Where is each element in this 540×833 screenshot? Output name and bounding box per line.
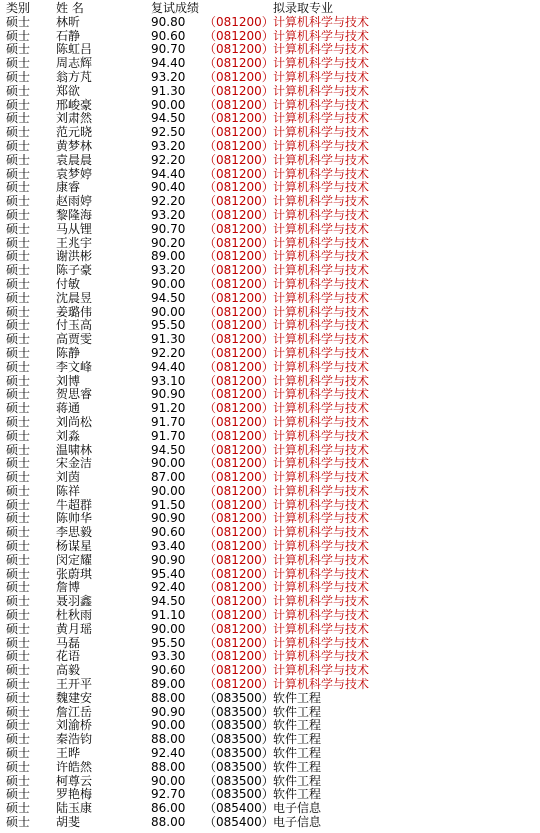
cell-type: 硕士 [6,456,31,471]
cell-type: 硕士 [6,608,31,623]
cell-name: 黄月瑶 [56,621,93,636]
cell-score: 90.40 [151,180,186,195]
cell-code: （083500） [204,759,274,774]
cell-code: （081200） [204,635,274,650]
cell-type: 硕士 [6,566,31,581]
cell-name: 高贾雯 [56,332,93,347]
cell-name: 詹江岳 [56,704,93,719]
cell-name: 陈静 [56,345,81,360]
cell-name: 付玉高 [56,318,93,333]
cell-code: （081200） [204,276,274,291]
cell-score: 91.30 [151,332,186,347]
cell-name: 石静 [56,28,81,43]
cell-code: （081200） [204,14,274,29]
cell-major: 软件工程 [273,773,322,788]
cell-name: 魏建安 [56,690,93,705]
cell-code: （081200） [204,138,274,153]
cell-major: 计算机科学与技术 [273,580,370,595]
header-name: 姓 名 [56,1,84,15]
cell-major: 计算机科学与技术 [273,194,370,209]
cell-score: 88.00 [151,759,186,774]
cell-name: 胡斐 [56,815,81,830]
cell-score: 90.60 [151,525,186,540]
cell-major: 计算机科学与技术 [273,387,370,402]
cell-score: 93.30 [151,649,186,664]
cell-type: 硕士 [6,42,31,57]
cell-name: 谢洪彬 [56,249,93,264]
cell-major: 软件工程 [273,746,322,761]
cell-score: 90.60 [151,663,186,678]
cell-major: 计算机科学与技术 [273,456,370,471]
cell-type: 硕士 [6,580,31,595]
cell-major: 计算机科学与技术 [273,566,370,581]
cell-code: （081200） [204,42,274,57]
cell-major: 计算机科学与技术 [273,649,370,664]
cell-code: （081200） [204,525,274,540]
cell-code: （081200） [204,552,274,567]
cell-type: 硕士 [6,290,31,305]
cell-score: 90.00 [151,483,186,498]
cell-code: （081200） [204,56,274,71]
cell-code: （081200） [204,83,274,98]
header-major: 拟录取专业 [273,1,334,15]
cell-major: 计算机科学与技术 [273,608,370,623]
cell-score: 90.70 [151,42,186,57]
cell-code: （081200） [204,373,274,388]
cell-score: 90.00 [151,456,186,471]
cell-code: （081200） [204,166,274,181]
cell-name: 温啸林 [56,442,93,457]
cell-score: 93.40 [151,539,186,554]
cell-type: 硕士 [6,635,31,650]
cell-type: 硕士 [6,649,31,664]
cell-name: 黄梦林 [56,138,93,153]
cell-name: 贺思睿 [56,387,93,402]
cell-score: 92.40 [151,580,186,595]
cell-name: 陈帅华 [56,511,93,526]
cell-score: 90.90 [151,552,186,567]
cell-major: 计算机科学与技术 [273,28,370,43]
cell-major: 计算机科学与技术 [273,635,370,650]
cell-name: 张蔚琪 [56,566,93,581]
cell-code: （081200） [204,414,274,429]
cell-code: （081200） [204,511,274,526]
cell-major: 软件工程 [273,704,322,719]
cell-type: 硕士 [6,414,31,429]
cell-code: （081200） [204,97,274,112]
cell-name: 林昕 [56,14,81,29]
cell-major: 计算机科学与技术 [273,414,370,429]
cell-major: 计算机科学与技术 [273,138,370,153]
cell-score: 90.00 [151,621,186,636]
cell-major: 计算机科学与技术 [273,470,370,485]
cell-code: （083500） [204,732,274,747]
cell-code: （081200） [204,345,274,360]
cell-type: 硕士 [6,304,31,319]
cell-score: 95.50 [151,318,186,333]
cell-type: 硕士 [6,28,31,43]
cell-score: 93.10 [151,373,186,388]
cell-name: 康睿 [56,180,81,195]
cell-major: 计算机科学与技术 [273,235,370,250]
cell-score: 92.40 [151,746,186,761]
cell-score: 92.20 [151,345,186,360]
cell-code: （081200） [204,207,274,222]
cell-type: 硕士 [6,138,31,153]
cell-code: （081200） [204,566,274,581]
cell-major: 计算机科学与技术 [273,483,370,498]
header-type: 类别 [6,1,31,15]
cell-name: 陆玉康 [56,801,93,816]
cell-major: 计算机科学与技术 [273,428,370,443]
cell-code: （081200） [204,539,274,554]
cell-type: 硕士 [6,387,31,402]
cell-type: 硕士 [6,732,31,747]
cell-score: 88.00 [151,815,186,830]
cell-major: 计算机科学与技术 [273,276,370,291]
cell-score: 90.00 [151,718,186,733]
cell-score: 88.00 [151,732,186,747]
cell-name: 陈祥 [56,483,81,498]
cell-score: 90.90 [151,704,186,719]
cell-score: 91.50 [151,497,186,512]
cell-major: 计算机科学与技术 [273,304,370,319]
cell-type: 硕士 [6,497,31,512]
cell-major: 计算机科学与技术 [273,594,370,609]
cell-code: （081200） [204,428,274,443]
cell-score: 92.50 [151,125,186,140]
cell-major: 计算机科学与技术 [273,511,370,526]
cell-type: 硕士 [6,483,31,498]
cell-type: 硕士 [6,787,31,802]
cell-name: 姜璐伟 [56,304,93,319]
cell-name: 詹博 [56,580,81,595]
cell-code: （083500） [204,704,274,719]
cell-type: 硕士 [6,801,31,816]
cell-type: 硕士 [6,428,31,443]
cell-major: 软件工程 [273,732,322,747]
cell-type: 硕士 [6,263,31,278]
cell-name: 黎隆海 [56,207,93,222]
cell-score: 94.50 [151,442,186,457]
cell-major: 计算机科学与技术 [273,207,370,222]
cell-name: 刘肃然 [56,111,93,126]
cell-major: 计算机科学与技术 [273,56,370,71]
cell-name: 牛超群 [56,497,93,512]
cell-name: 马从锂 [56,221,93,236]
cell-score: 94.50 [151,594,186,609]
cell-score: 92.20 [151,152,186,167]
cell-code: （081200） [204,235,274,250]
cell-score: 91.70 [151,428,186,443]
cell-code: （085400） [204,815,274,830]
cell-name: 周志辉 [56,56,93,71]
cell-type: 硕士 [6,97,31,112]
cell-major: 软件工程 [273,690,322,705]
cell-major: 电子信息 [273,801,322,816]
cell-code: （081200） [204,483,274,498]
cell-type: 硕士 [6,125,31,140]
cell-major: 软件工程 [273,718,322,733]
cell-name: 刘茵 [56,470,81,485]
cell-score: 90.20 [151,235,186,250]
cell-type: 硕士 [6,69,31,84]
cell-score: 90.00 [151,276,186,291]
cell-major: 计算机科学与技术 [273,359,370,374]
cell-name: 高毅 [56,663,81,678]
cell-major: 计算机科学与技术 [273,677,370,692]
cell-major: 计算机科学与技术 [273,97,370,112]
cell-name: 罗艳梅 [56,787,93,802]
cell-type: 硕士 [6,14,31,29]
cell-name: 沈晨昱 [56,290,93,305]
cell-score: 92.20 [151,194,186,209]
cell-name: 闵定耀 [56,552,93,567]
cell-name: 杨谋星 [56,539,93,554]
header-score: 复试成绩 [151,1,200,15]
cell-score: 94.50 [151,290,186,305]
cell-score: 90.00 [151,97,186,112]
cell-type: 硕士 [6,815,31,830]
cell-code: （083500） [204,718,274,733]
cell-name: 刘渝桥 [56,718,93,733]
cell-score: 90.70 [151,221,186,236]
cell-name: 马磊 [56,635,81,650]
cell-score: 93.20 [151,263,186,278]
cell-code: （081200） [204,401,274,416]
cell-type: 硕士 [6,677,31,692]
cell-type: 硕士 [6,746,31,761]
cell-type: 硕士 [6,235,31,250]
cell-code: （081200） [204,304,274,319]
cell-major: 计算机科学与技术 [273,83,370,98]
cell-type: 硕士 [6,690,31,705]
cell-type: 硕士 [6,663,31,678]
cell-type: 硕士 [6,704,31,719]
cell-type: 硕士 [6,83,31,98]
cell-score: 87.00 [151,470,186,485]
cell-score: 89.00 [151,677,186,692]
cell-code: （081200） [204,69,274,84]
cell-score: 94.40 [151,56,186,71]
cell-code: （081200） [204,456,274,471]
cell-code: （083500） [204,787,274,802]
cell-name: 范元晓 [56,125,93,140]
cell-name: 刘淼 [56,428,81,443]
cell-score: 90.80 [151,14,186,29]
cell-code: （081200） [204,470,274,485]
cell-type: 硕士 [6,194,31,209]
cell-name: 杜秋雨 [56,608,93,623]
cell-type: 硕士 [6,718,31,733]
cell-type: 硕士 [6,166,31,181]
cell-code: （085400） [204,801,274,816]
cell-code: （081200） [204,594,274,609]
cell-score: 91.70 [151,414,186,429]
cell-name: 邢峻豪 [56,97,93,112]
cell-name: 付敏 [56,276,81,291]
cell-type: 硕士 [6,207,31,222]
cell-major: 计算机科学与技术 [273,180,370,195]
cell-code: （081200） [204,580,274,595]
cell-major: 计算机科学与技术 [273,152,370,167]
cell-type: 硕士 [6,318,31,333]
cell-name: 王兆宇 [56,235,93,250]
cell-score: 91.30 [151,83,186,98]
cell-major: 计算机科学与技术 [273,249,370,264]
cell-name: 刘尚松 [56,414,93,429]
cell-name: 秦浩钧 [56,732,93,747]
cell-type: 硕士 [6,111,31,126]
cell-major: 计算机科学与技术 [273,442,370,457]
cell-code: （081200） [204,608,274,623]
cell-major: 计算机科学与技术 [273,318,370,333]
cell-major: 计算机科学与技术 [273,69,370,84]
cell-code: （081200） [204,111,274,126]
cell-type: 硕士 [6,552,31,567]
cell-name: 李思毅 [56,525,93,540]
cell-code: （081200） [204,677,274,692]
cell-score: 90.00 [151,773,186,788]
cell-type: 硕士 [6,470,31,485]
cell-major: 计算机科学与技术 [273,290,370,305]
cell-code: （081200） [204,263,274,278]
cell-score: 91.10 [151,608,186,623]
cell-type: 硕士 [6,56,31,71]
cell-score: 94.40 [151,166,186,181]
cell-type: 硕士 [6,539,31,554]
cell-major: 计算机科学与技术 [273,401,370,416]
cell-code: （081200） [204,387,274,402]
cell-name: 翁方芃 [56,69,93,84]
cell-score: 92.70 [151,787,186,802]
cell-score: 94.40 [151,359,186,374]
cell-score: 90.90 [151,387,186,402]
cell-major: 计算机科学与技术 [273,539,370,554]
cell-type: 硕士 [6,401,31,416]
cell-major: 计算机科学与技术 [273,621,370,636]
cell-major: 软件工程 [273,787,322,802]
cell-score: 95.50 [151,635,186,650]
cell-score: 93.20 [151,207,186,222]
cell-name: 王晔 [56,746,81,761]
cell-type: 硕士 [6,621,31,636]
cell-code: （081200） [204,28,274,43]
cell-code: （081200） [204,649,274,664]
cell-score: 95.40 [151,566,186,581]
cell-name: 花语 [56,649,81,664]
cell-name: 郑欲 [56,83,81,98]
cell-type: 硕士 [6,152,31,167]
cell-name: 李文峰 [56,359,93,374]
cell-major: 计算机科学与技术 [273,14,370,29]
cell-type: 硕士 [6,276,31,291]
cell-score: 90.60 [151,28,186,43]
cell-code: （081200） [204,497,274,512]
cell-major: 电子信息 [273,815,322,830]
cell-type: 硕士 [6,759,31,774]
cell-name: 陈子豪 [56,263,93,278]
cell-score: 94.50 [151,111,186,126]
cell-code: （083500） [204,690,274,705]
cell-score: 93.20 [151,69,186,84]
cell-major: 计算机科学与技术 [273,497,370,512]
cell-type: 硕士 [6,773,31,788]
cell-name: 刘博 [56,373,81,388]
cell-code: （081200） [204,442,274,457]
cell-code: （081200） [204,290,274,305]
cell-code: （081200） [204,194,274,209]
cell-score: 88.00 [151,690,186,705]
cell-major: 计算机科学与技术 [273,525,370,540]
cell-code: （083500） [204,746,274,761]
cell-major: 计算机科学与技术 [273,345,370,360]
cell-type: 硕士 [6,359,31,374]
cell-name: 陈虹吕 [56,42,93,57]
cell-score: 89.00 [151,249,186,264]
cell-code: （083500） [204,773,274,788]
cell-score: 90.00 [151,304,186,319]
cell-code: （081200） [204,152,274,167]
cell-type: 硕士 [6,249,31,264]
cell-major: 计算机科学与技术 [273,332,370,347]
cell-type: 硕士 [6,345,31,360]
cell-type: 硕士 [6,594,31,609]
cell-major: 计算机科学与技术 [273,111,370,126]
cell-code: （081200） [204,663,274,678]
cell-name: 袁晨晨 [56,152,93,167]
cell-major: 计算机科学与技术 [273,166,370,181]
cell-major: 计算机科学与技术 [273,373,370,388]
cell-name: 王开平 [56,677,93,692]
cell-major: 计算机科学与技术 [273,263,370,278]
cell-score: 86.00 [151,801,186,816]
cell-name: 聂羽鑫 [56,594,93,609]
cell-name: 柯尊云 [56,773,93,788]
cell-name: 许皓然 [56,759,93,774]
cell-major: 计算机科学与技术 [273,552,370,567]
cell-major: 软件工程 [273,759,322,774]
cell-score: 93.20 [151,138,186,153]
cell-type: 硕士 [6,511,31,526]
cell-code: （081200） [204,318,274,333]
cell-type: 硕士 [6,332,31,347]
cell-code: （081200） [204,621,274,636]
cell-score: 90.90 [151,511,186,526]
cell-name: 宋金洁 [56,456,93,471]
cell-type: 硕士 [6,180,31,195]
cell-score: 91.20 [151,401,186,416]
cell-major: 计算机科学与技术 [273,42,370,57]
cell-code: （081200） [204,221,274,236]
cell-major: 计算机科学与技术 [273,221,370,236]
cell-code: （081200） [204,332,274,347]
cell-type: 硕士 [6,442,31,457]
cell-name: 袁梦婷 [56,166,93,181]
cell-major: 计算机科学与技术 [273,663,370,678]
cell-name: 赵雨婷 [56,194,93,209]
cell-type: 硕士 [6,221,31,236]
cell-code: （081200） [204,125,274,140]
cell-code: （081200） [204,359,274,374]
cell-type: 硕士 [6,525,31,540]
cell-major: 计算机科学与技术 [273,125,370,140]
cell-type: 硕士 [6,373,31,388]
cell-code: （081200） [204,180,274,195]
cell-name: 蒋通 [56,401,81,416]
cell-code: （081200） [204,249,274,264]
